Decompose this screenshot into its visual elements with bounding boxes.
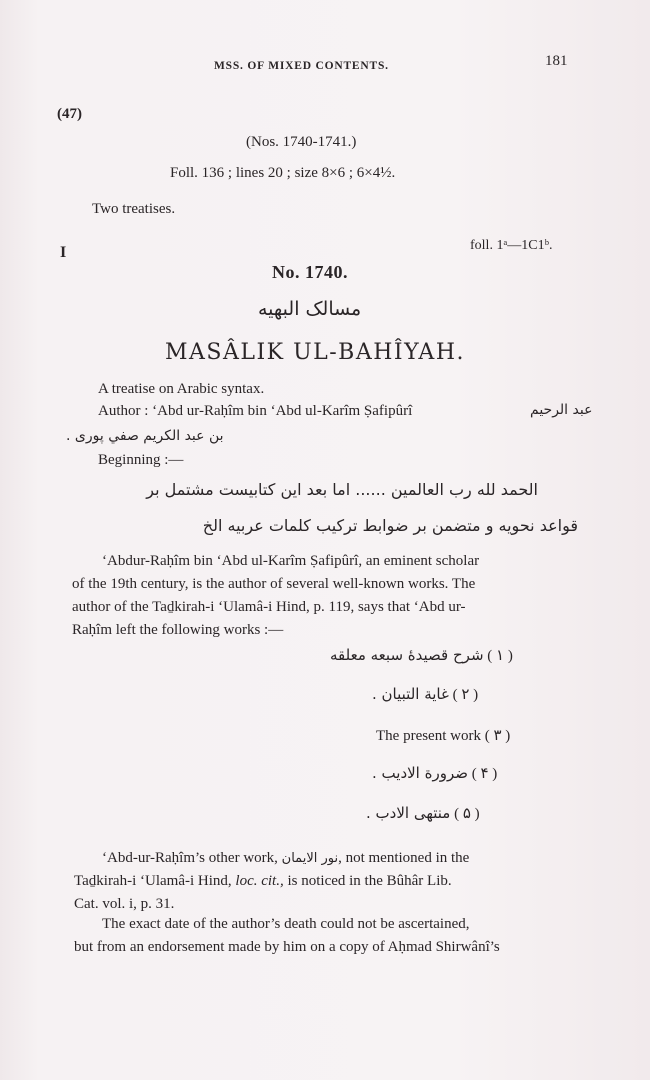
- work-number: ( ۵ ): [454, 806, 480, 822]
- contents-note: Two treatises.: [92, 201, 176, 217]
- arabic-title: مسالک البهیه: [258, 298, 362, 320]
- beginning-arabic-line-2: قواعد نحويه و متضمن بر ضوابط تركيب كلمات عربيه الخ: [202, 516, 578, 535]
- work-number: ( ۳ ): [484, 728, 511, 744]
- author-label: Author :: [98, 403, 149, 419]
- work-title: MASÂLIK UL-BAHÎYAH.: [165, 340, 465, 365]
- treatise-description: A treatise on Arabic syntax.: [98, 381, 265, 397]
- work-title-arabic: منتهى الادب .: [366, 804, 451, 822]
- paragraph-line: ‘Abdur-Raḥîm bin ‘Abd ul-Karîm Ṣafipûrî, an eminent scholar: [102, 553, 480, 569]
- biography-paragraph: [72, 550, 580, 642]
- author-arabic-part2: بن عبد الكريم صفي پوری .: [66, 428, 224, 444]
- beginning-arabic-line-1: الحمد لله رب العالمين ...... اما بعد اين كتابيست مشتمل بر: [146, 480, 538, 499]
- folio-range: foll. 1ᵃ—1C1ᵇ.: [470, 238, 553, 253]
- italic-citation: loc. cit.,: [235, 873, 284, 889]
- arabic-work-title: نور الايمان: [281, 851, 339, 866]
- work-number: ( ۴ ): [471, 766, 498, 782]
- folio-description: Foll. 136 ; lines 20 ; size 8×6 ; 6×4½.: [170, 165, 396, 181]
- paragraph2-line-4: The exact date of the author’s death could not be ascertained,: [102, 916, 470, 932]
- author-name: ‘Abd ur-Raḥîm bin ‘Abd ul-Karîm Ṣafipûrî: [152, 403, 413, 419]
- author-arabic-part1: عبد الرحيم: [530, 402, 593, 418]
- paragraph-line: Raḥîm left the following works :—: [72, 622, 284, 638]
- paragraph2-line-5: but from an endorsement made by him on a copy of Aḥmad Shirwânî’s: [74, 939, 500, 955]
- author-line: [98, 403, 412, 420]
- entry-number: (47): [57, 106, 82, 122]
- text-run: , not mentioned in the: [338, 850, 470, 866]
- work-number: ( ۱ ): [487, 648, 513, 664]
- paragraph2-line-1: [102, 850, 469, 867]
- text-run: is noticed in the Bûhâr Lib.: [287, 873, 452, 889]
- text-run: ‘Abd-ur-Raḥîm’s other work,: [102, 850, 278, 866]
- text-run: Taḏkirah-i ‘Ulamâ-i Hind,: [74, 873, 232, 889]
- list-item: [366, 804, 480, 823]
- list-item: [376, 726, 510, 745]
- item-number: No. 1740.: [272, 262, 348, 282]
- work-number: ( ۲ ): [452, 687, 479, 703]
- work-title-arabic: شرح قصيدهٔ سبعه معلقه: [330, 646, 484, 664]
- paragraph-line: author of the Taḏkirah-i ‘Ulamâ-i Hind, p. 119, says that ‘Abd ur-: [72, 599, 466, 615]
- work-title-arabic: ضرورة الاديب .: [372, 764, 468, 782]
- beginning-label: Beginning :—: [98, 452, 184, 468]
- list-item: [372, 764, 497, 783]
- work-title-arabic: غاية التبيان .: [372, 685, 449, 703]
- list-item: [372, 685, 478, 704]
- paragraph-line: of the 19th century, is the author of several well-known works. The: [72, 576, 476, 592]
- page-number: 181: [545, 53, 568, 69]
- list-item: [330, 646, 513, 665]
- work-title: The present work: [376, 728, 481, 744]
- paragraph2-line-3: Cat. vol. i, p. 31.: [74, 896, 175, 912]
- section-roman-numeral: I: [60, 244, 67, 261]
- paragraph2-line-2: [74, 873, 452, 890]
- running-head: MSS. OF MIXED CONTENTS.: [214, 60, 389, 72]
- manuscript-numbers: (Nos. 1740-1741.): [246, 134, 357, 150]
